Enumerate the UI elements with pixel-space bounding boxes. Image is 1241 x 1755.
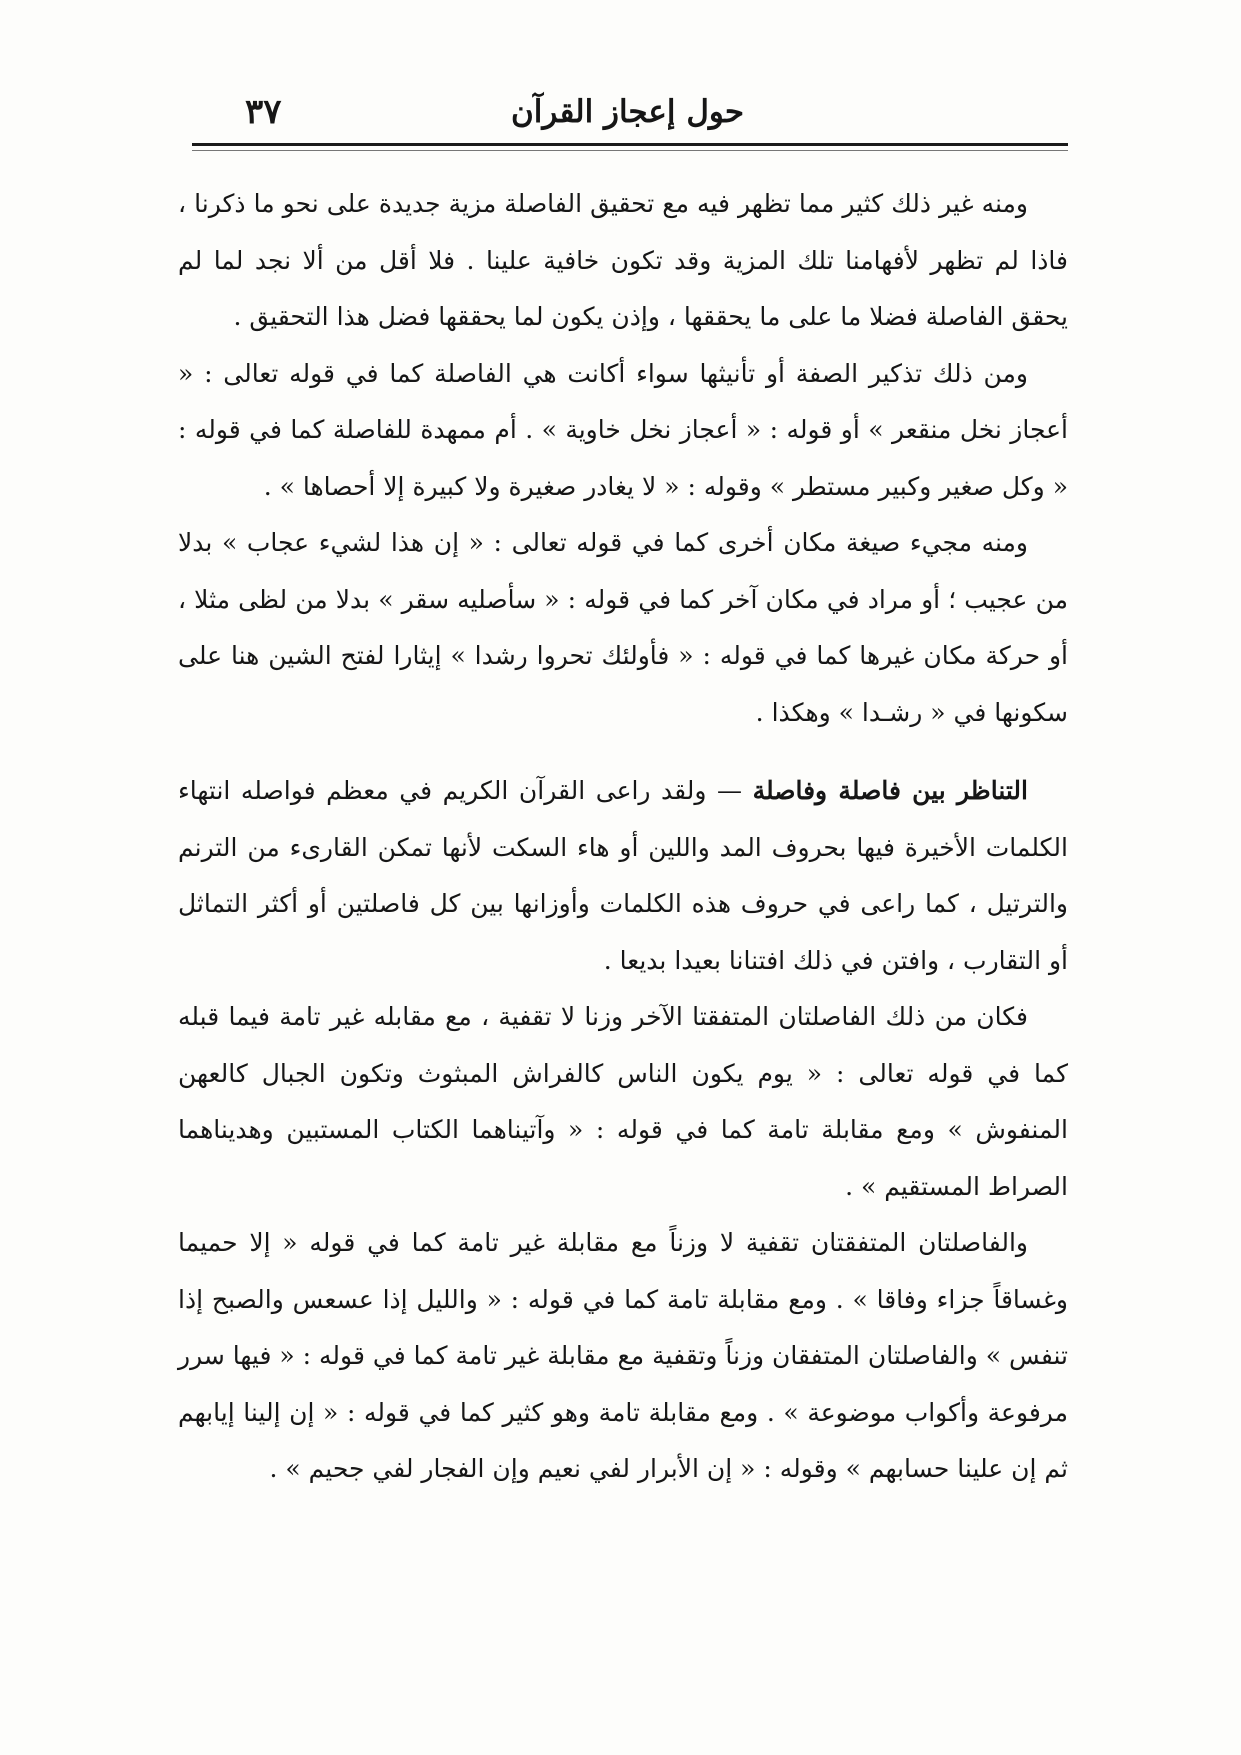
paragraph-2: ومن ذلك تذكير الصفة أو تأنيثها سواء أكانت هي الفاصلة كما في قوله تعالى : « أعجاز نخل منقعر » أو قوله : « أعجاز نخل خاوية » . أم ممهدة للفاصلة كما في قوله : « وكل صغير وكبير مستطر » وقوله : « لا يغادر صغيرة ولا كبيرة إلا أحصاها » . bbox=[178, 358, 1068, 501]
header-rule-thin bbox=[192, 150, 1068, 151]
body-text bbox=[178, 176, 1068, 1498]
heading-dash: — bbox=[706, 776, 753, 805]
paragraph-3: ومنه مجيء صيغة مكان أخرى كما في قوله تعالى : « إن هذا لشيء عجاب » بدلا من عجيب ؛ أو مراد في مكان آخر كما في قوله : « سأصليه سقر » بدلا من لظى مثلا ، أو حركة مكان غيرها كما في قوله : « فأولئك تحروا رشدا » إيثارا لفتح الشين هنا على سكونها في « رشـدا » وهكذا . bbox=[178, 528, 1068, 727]
page-header bbox=[190, 86, 1065, 146]
paragraph-5: فكان من ذلك الفاصلتان المتفقتا الآخر وزنا لا تقفية ، مع مقابله غير تامة فيما قبله كما في قوله تعالى : « يوم يكون الناس كالفراش المبثوث وتكون الجبال كالعهن المنفوش » ومع مقابلة تامة كما في قوله : « وآتيناهما الكتاب المستبين وهديناهما الصراط المستقيم » . bbox=[178, 1002, 1068, 1201]
paragraph-4-text: ولقد راعى القرآن الكريم في معظم فواصله انتهاء الكلمات الأخيرة فيها بحروف المد واللين أو هاء السكت لأنها تمكن القارىء من الترنم والترتيل ، كما راعى في حروف هذه الكلمات وأوزانها بين كل فاصلتين أو أكثر التماثل أو التقارب ، وافتن في ذلك افتنانا بعيدا بديعا . bbox=[178, 776, 1068, 975]
page-number: ٣٧ bbox=[245, 92, 282, 132]
paragraph-1: ومنه غير ذلك كثير مما تظهر فيه مع تحقيق الفاصلة مزية جديدة على نحو ما ذكرنا ، فاذا لم تظهر لأفهامنا تلك المزية وقد تكون خافية علينا . فلا أقل من ألا نجد لما لم يحقق الفاصلة فضلا ما على ما يحققها ، وإذن يكون لما يحققها فضل هذا التحقيق . bbox=[178, 189, 1068, 331]
running-title: حول إعجاز القرآن bbox=[510, 94, 745, 130]
header-rule bbox=[192, 143, 1068, 146]
paragraph-6: والفاصلتان المتفقتان تقفية لا وزناً مع مقابلة غير تامة كما في قوله « إلا حميما وغساقاً جزاء وفاقا » . ومع مقابلة تامة كما في قوله : « والليل إذا عسعس والصبح إذا تنفس » والفاصلتان المتفقان وزناً وتقفية مع مقابلة غير تامة كما في قوله : « فيها سرر مرفوعة وأكواب موضوعة » . ومع مقابلة تامة وهو كثير كما في قوله : « إن إلينا إيابهم ثم إن علينا حسابهم » وقوله : « إن الأبرار لفي نعيم وإن الفجار لفي جحيم » . bbox=[178, 1228, 1068, 1483]
section-heading: التناظر بين فاصلة وفاصلة bbox=[752, 776, 1028, 805]
paragraph-4 bbox=[178, 763, 1068, 989]
